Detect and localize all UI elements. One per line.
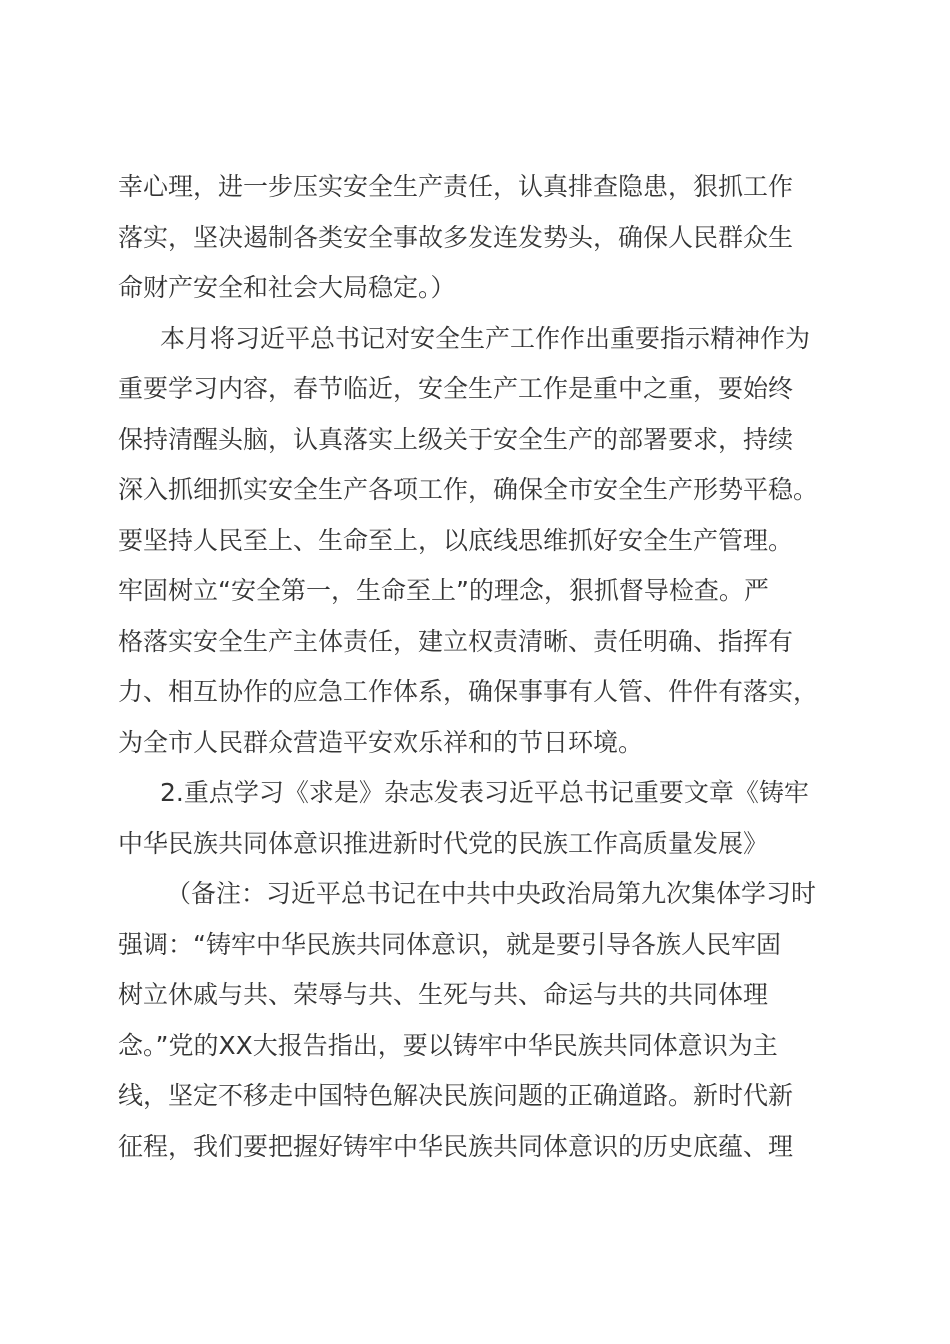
- text-line: 深入抓细抓实安全生产各项工作，确保全市安全生产形势平稳。: [118, 475, 819, 504]
- section-heading-line: 中华民族共同体意识推进新时代党的民族工作高质量发展》: [118, 828, 769, 858]
- note-first-line: （备注：习近平总书记在中共中央政治局第九次集体学习时: [166, 879, 817, 908]
- text-line: 要坚持人民至上、生命至上，以底线思维抓好安全生产管理。: [118, 525, 794, 555]
- document-body: [118, 162, 838, 1172]
- text-line: 征程，我们要把握好铸牢中华民族共同体意识的历史底蕴、理: [118, 1131, 794, 1161]
- text-line: 格落实安全生产主体责任，建立权责清晰、责任明确、指挥有: [118, 626, 794, 656]
- text-line: 落实，坚决遏制各类安全事故多发连发势头，确保人民群众生: [118, 222, 794, 252]
- paragraph-first-line: 本月将习近平总书记对安全生产工作作出重要指示精神作为: [160, 323, 811, 353]
- text-line: 重要学习内容，春节临近，安全生产工作是重中之重，要始终: [118, 374, 794, 403]
- text-line: 为全市人民群众营造平安欢乐祥和的节日环境。: [118, 727, 644, 757]
- text-line: 命财产安全和社会大局稳定。）: [118, 273, 456, 302]
- text-line: 强调：“铸牢中华民族共同体意识，就是要引导各族人民牢固: [118, 929, 781, 959]
- section-heading-line: 2.重点学习《求是》杂志发表习近平总书记重要文章《铸牢: [160, 778, 809, 807]
- text-line: 念。”党的XX大报告指出，要以铸牢中华民族共同体意识为主: [118, 1030, 778, 1060]
- text-line: 保持清醒头脑，认真落实上级关于安全生产的部署要求，持续: [118, 424, 794, 454]
- text-line: 力、相互协作的应急工作体系，确保事事有人管、件件有落实，: [118, 677, 819, 706]
- text-line: 牢固树立“安全第一，生命至上”的理念，狠抓督导检查。严: [118, 576, 769, 605]
- text-line: 幸心理，进一步压实安全生产责任，认真排查隐患，狠抓工作: [118, 172, 794, 201]
- text-line: 树立休戚与共、荣辱与共、生死与共、命运与共的共同体理: [118, 980, 769, 1009]
- text-line: 线，坚定不移走中国特色解决民族问题的正确道路。新时代新: [118, 1081, 794, 1110]
